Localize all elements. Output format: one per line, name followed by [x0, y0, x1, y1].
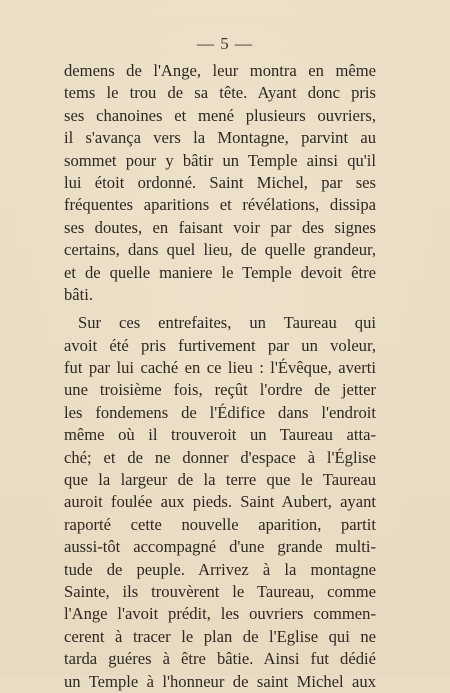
text-line: Sainte, ils trouvèrent le Taureau, comme — [64, 581, 376, 601]
text-line: tems le trou de sa tête. Ayant donc pris — [64, 83, 376, 103]
text-line: raporté cette nouvelle aparition, partit — [64, 514, 376, 534]
text-line: il s'avança vers la Montagne, parvint au — [64, 128, 376, 148]
text-line: que la largeur de la terre que le Taureau — [64, 470, 376, 490]
text-line: cerent à tracer le plan de l'Eglise qui ne — [64, 626, 376, 646]
text-line: lui étoit ordonné. Saint Michel, par ses — [64, 172, 376, 192]
text-line: même où il trouveroit un Taureau atta- — [64, 425, 376, 445]
paragraph-1 — [64, 60, 376, 306]
text-line: ché; et de ne donner d'espace à l'Église — [64, 447, 376, 467]
text-line: une troisième fois, reçût l'ordre de jetter — [64, 380, 376, 400]
text-line: les fondemens de l'Édifice dans l'endroit — [64, 402, 376, 422]
text-line: aussi-tôt accompagné d'une grande multi- — [64, 537, 376, 557]
text-line: demens de l'Ange, leur montra en même — [64, 61, 376, 80]
text-line: un Temple à l'honneur de saint Michel aux — [64, 671, 376, 691]
text-line: fut par lui caché en ce lieu : l'Évêque, averti — [64, 358, 376, 378]
text-line: ses chanoines et mené plusieurs ouvriers, — [64, 105, 376, 125]
text-line: certains, dans quel lieu, de quelle grandeur, — [64, 240, 376, 260]
text-line: ses doutes, en faisant voir par des signes — [64, 217, 376, 237]
text-line: tude de peuple. Arrivez à la montagne — [64, 559, 376, 579]
text-line: bâti. — [64, 284, 94, 304]
text-line: Sur ces entrefaites, un Taureau qui — [78, 313, 376, 333]
body-text — [64, 60, 376, 693]
text-line: sommet pour y bâtir un Temple ainsi qu'il — [64, 150, 376, 170]
page-number: — 5 — — [197, 34, 253, 53]
text-line: fréquentes aparitions et révélations, dissipa — [64, 195, 376, 215]
text-line: avoit été pris furtivement par un voleur, — [64, 335, 376, 355]
text-line: et de quelle maniere le Temple devoit être — [64, 262, 376, 282]
text-line: tarda guéres à être bâtie. Ainsi fut dédié — [64, 649, 376, 669]
paragraph-2 — [64, 312, 376, 693]
text-line: auroit foulée aux pieds. Saint Aubert, ayant — [64, 492, 376, 512]
text-line: l'Ange l'avoit prédit, les ouvriers commen- — [64, 604, 376, 624]
